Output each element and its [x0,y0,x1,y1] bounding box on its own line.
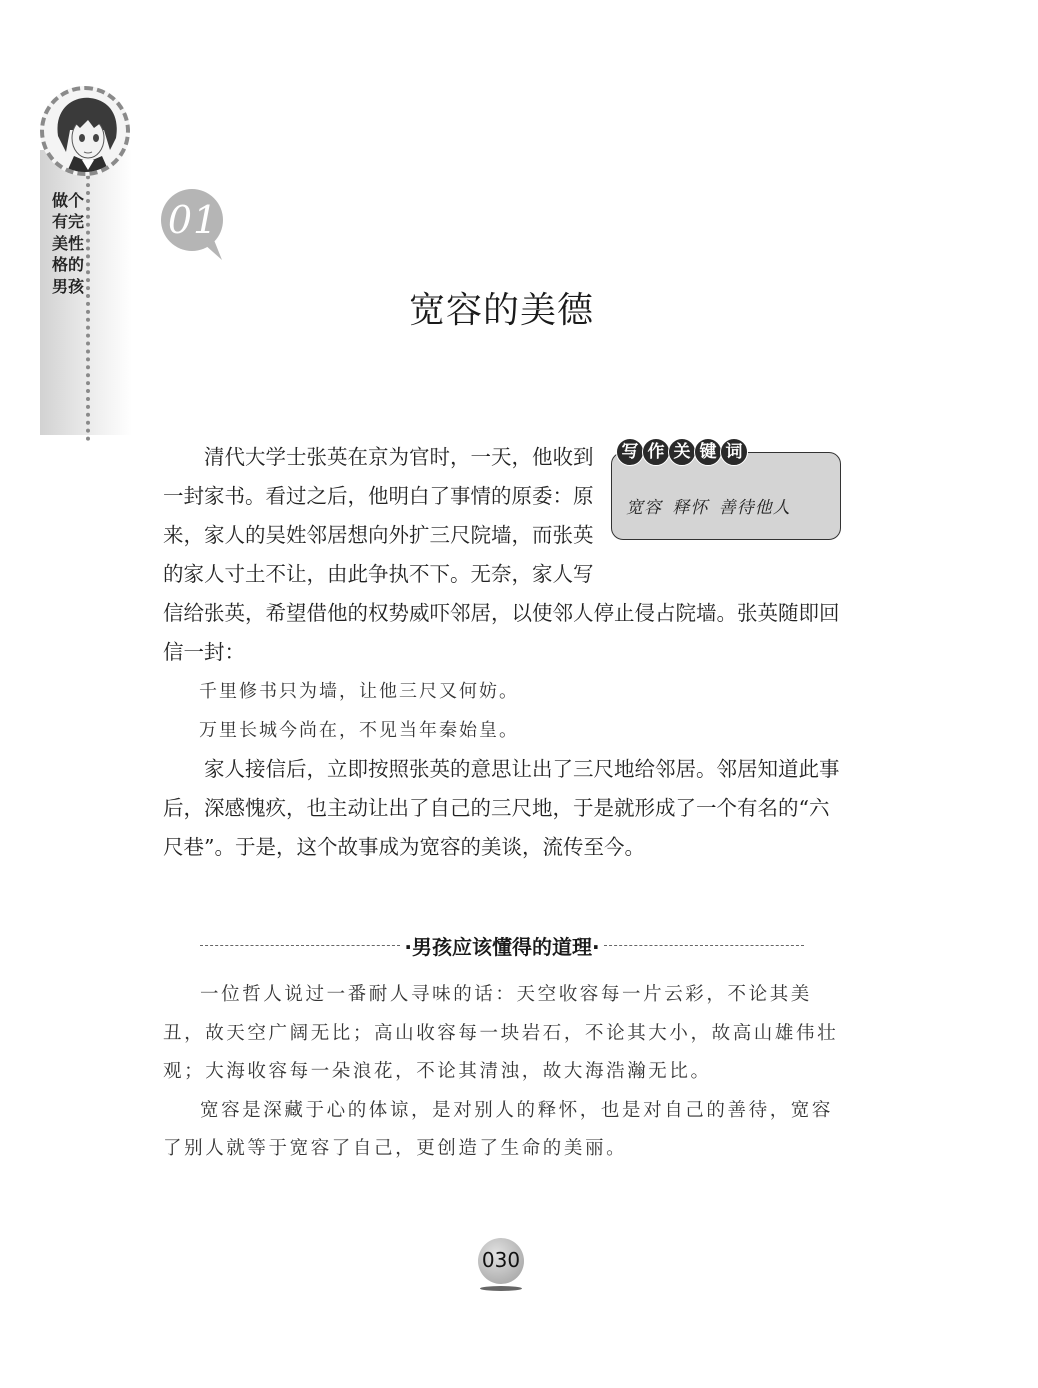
poem-line: 万里长城今尚在，不见当年秦始皇。 [199,720,519,741]
keyword-header-char: 词 [720,438,748,466]
lesson-paragraph: 宽容是深藏于心的体谅，是对别人的释怀，也是对自己的善待，宽容了别人就等于宽容了自己，更创造了生命的美丽。 [163,1099,834,1159]
poem-line: 千里修书只为墙，让他三尺又何妨。 [199,681,519,702]
chapter-number: 01 [167,198,219,242]
keyword-box-container [610,438,843,574]
story-section [163,438,843,867]
divider [200,945,400,946]
lesson-heading [200,928,804,962]
page-title: 宽容的美德 [408,290,594,331]
keyword-text: 宽容 释怀 善待他人 [626,498,791,518]
story-paragraph: 清代大学士张英在京为官时，一天，他收到一封家书。看过之后，他明白了事情的原委：原来，家人的吴姓邻居想向外扩三尺院墙，而张英的家人寸土不让，由此争执不下。无奈，家人写信给张英，希望借他的权势威吓邻居，以使邻人停止侵占院墙。张英随即回信一封： [163,445,840,664]
lesson-paragraph: 一位哲人说过一番耐人寻味的话：天空收容每一片云彩，不论其美丑，故天空广阔无比；高山收容每一块岩石，不论其大小，故高山雄伟壮观；大海收容每一朵浪花，不论其清浊，故大海浩瀚无比。 [163,984,839,1082]
story-paragraph: 家人接信后，立即按照张英的意思让出了三尺地给邻居。邻居知道此事后，深感愧疚，也主动让出了自己的三尺地，于是就形成了一个有名的“六尺巷”。于是，这个故事成为宽容的美谈，流传至今。 [163,757,840,859]
keyword-header-char: 写 [616,438,644,466]
keyword-header-char: 关 [668,438,696,466]
page-number-shadow [480,1286,522,1291]
keyword-header-char: 键 [694,438,722,466]
keyword-header [616,438,746,466]
divider [604,945,804,946]
boy-portrait-icon [44,90,128,174]
lesson-section [163,976,843,1169]
avatar [40,86,130,176]
page-number: 030 [481,1248,521,1272]
lesson-heading-text: ·男孩应该懂得的道理· [404,934,600,959]
book-title-vertical: 做个有完美性格的男孩 [51,191,84,296]
keyword-header-char: 作 [642,438,670,466]
